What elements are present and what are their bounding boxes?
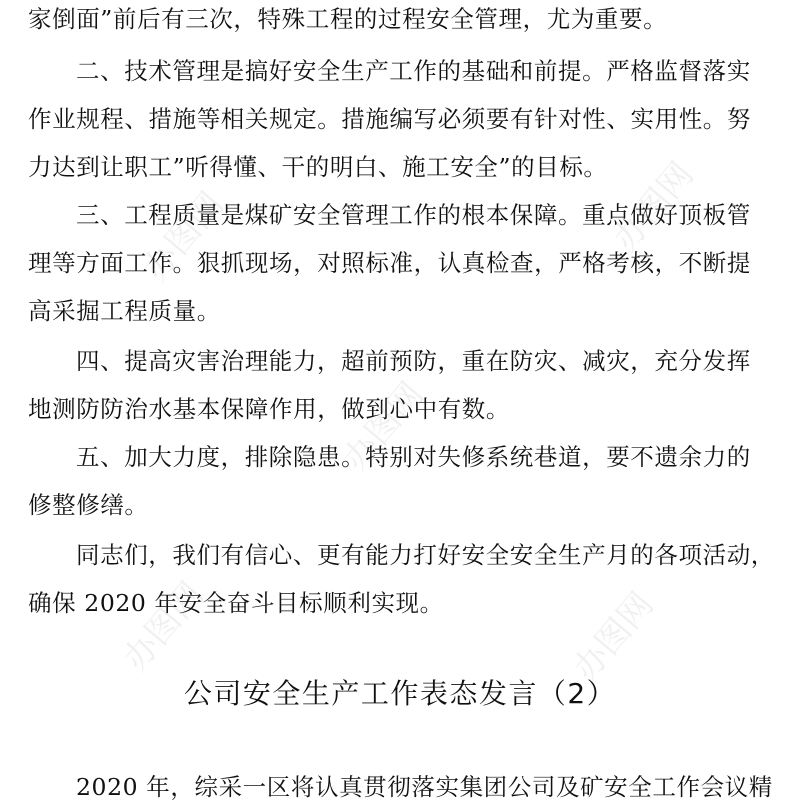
watermark: 办图网 xyxy=(135,184,232,289)
paragraph-line: 同志们，我们有信心、更有能力打好安全安全生产月的各项活动， xyxy=(76,541,775,569)
paragraph-line: 力达到让职工”听得懂、干的明白、施工安全”的目标。 xyxy=(28,153,608,181)
paragraph-line: 五、加大力度，排除隐患。特别对失修系统巷道，要不遗余力的 xyxy=(76,443,751,471)
watermark: 办图网 xyxy=(115,574,212,679)
paragraph-line: 家倒面”前后有三次，特殊工程的过程安全管理，尤为重要。 xyxy=(28,5,668,33)
watermark: 办图网 xyxy=(335,374,432,479)
paragraph-line: 修整修缮。 xyxy=(28,491,149,519)
paragraph-line: 确保 2020 年安全奋斗目标顺利实现。 xyxy=(28,589,444,617)
section-title: 公司安全生产工作表态发言（2） xyxy=(183,677,617,710)
paragraph-line: 作业规程、措施等相关规定。措施编写必须要有针对性、实用性。努 xyxy=(28,105,751,133)
watermark: 办图网 xyxy=(565,584,662,689)
paragraph-line: 四、提高灾害治理能力，超前预防，重在防灾、减灾，充分发挥 xyxy=(76,347,751,375)
paragraph-line: 高采掘工程质量。 xyxy=(28,297,221,325)
paragraph-line: 2020 年，综采一区将认真贯彻落实集团公司及矿安全工作会议精 xyxy=(76,773,773,801)
paragraph-line: 二、技术管理是搞好安全生产工作的基础和前提。严格监督落实 xyxy=(76,57,751,85)
paragraph-line: 三、工程质量是煤矿安全管理工作的根本保障。重点做好顶板管 xyxy=(76,201,751,229)
paragraph-line: 理等方面工作。狠抓现场，对照标准，认真检查，严格考核，不断提 xyxy=(28,249,751,277)
watermark: 办图网 xyxy=(605,154,702,259)
paragraph-line: 地测防防治水基本保障作用，做到心中有数。 xyxy=(28,395,510,423)
